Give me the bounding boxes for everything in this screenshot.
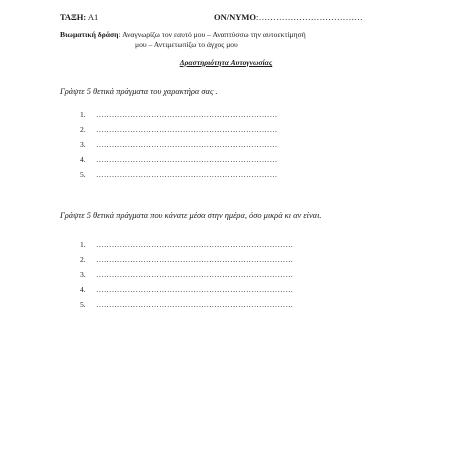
item-number: 3. [80,140,86,149]
item-number: 2. [80,255,86,264]
section2-list-item [80,240,293,249]
worksheet-title: Δραστηριότητα Αυτογνωσίας [179,58,273,67]
section1-instruction: Γράψτε 5 θετικά πράγματα του χαρακτήρα σας . [60,87,218,96]
item-number: 4. [80,285,86,294]
answer-blank: ………………………………………………………………… [96,285,294,294]
section2-instruction: Γράψτε 5 θετικά πράγματα που κάνατε μέσα στην ημέρα, όσο μικρά κι αν είναι. [60,211,322,220]
section1-list-item [80,170,278,179]
section2-list-item [80,255,293,264]
section1-list-item [80,155,278,164]
name-label: ΟΝ/ΝΥΜΟ [214,12,257,22]
item-number: 4. [80,155,86,164]
activity-line1: : Αναγνωρίζω τον εαυτό μου – Αναπτύσσω την αυτοεκτίμησή [118,30,306,39]
section2-list-item [80,285,293,294]
name-field [214,12,363,22]
activity-label: Βιωματική δράση [60,30,119,39]
answer-blank: ………………………………………………………………… [96,255,294,264]
answer-blank: ………………………………………………………………… [96,270,294,279]
class-value: Α1 [87,12,99,22]
name-blank: :……………………………… [256,12,363,22]
item-number: 5. [80,300,86,309]
activity-description [60,30,306,40]
section1-list-item [80,140,278,149]
item-number: 2. [80,125,86,134]
section2-list-item [80,270,293,279]
answer-blank: ………………………………………………………………… [96,300,294,309]
item-number: 5. [80,170,86,179]
item-number: 1. [80,240,86,249]
answer-blank: ………………………………………………………………… [96,240,294,249]
section2-list-item [80,300,293,309]
section1-list-item [80,110,278,119]
answer-blank: …………………………………………………………… [96,110,278,119]
activity-line2: μου – Αντιμετωπίζω το άγχος μου [135,40,238,49]
item-number: 3. [80,270,86,279]
item-number: 1. [80,110,86,119]
section1-list-item [80,125,278,134]
class-field [60,12,98,22]
answer-blank: …………………………………………………………… [96,140,278,149]
answer-blank: …………………………………………………………… [96,170,278,179]
class-label: ΤΑΞΗ: [60,12,87,22]
answer-blank: …………………………………………………………… [96,155,278,164]
answer-blank: …………………………………………………………… [96,125,278,134]
